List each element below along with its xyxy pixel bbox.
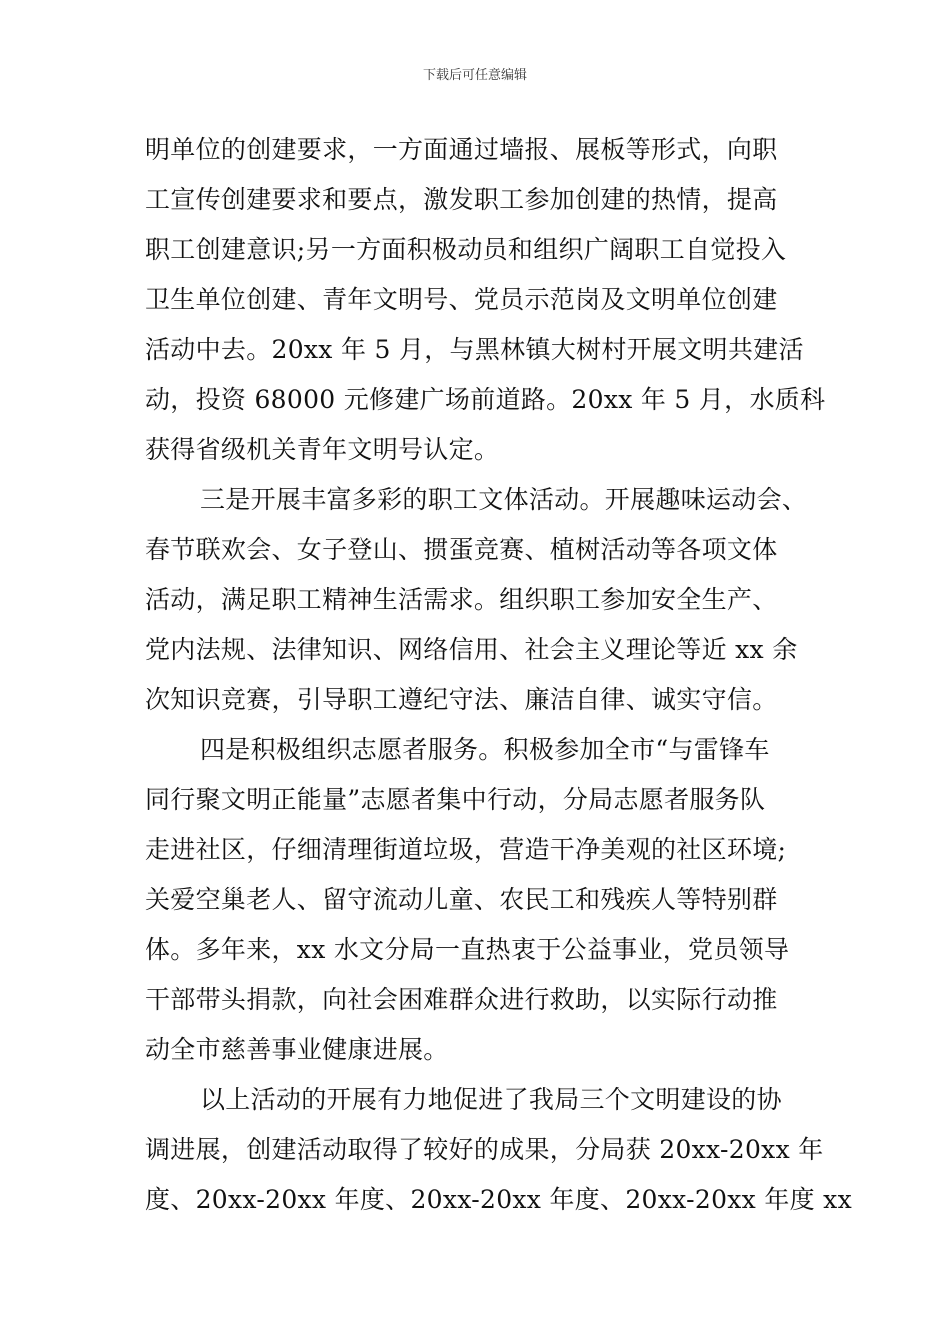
text-line: 同行聚文明正能量”志愿者集中行动，分局志愿者服务队 — [145, 785, 766, 814]
text-line: 干部带头捐款，向社会困难群众进行救助，以实际行动推 — [145, 985, 778, 1014]
text-line: 活动，满足职工精神生活需求。组织职工参加安全生产、 — [145, 585, 778, 614]
text-line: 体。多年来，xx 水文分局一直热衷于公益事业，党员领导 — [145, 935, 790, 964]
paragraph-start-line: 三是开展丰富多彩的职工文体活动。开展趣味运动会、 — [200, 485, 808, 514]
document-body — [145, 125, 852, 1225]
text-line: 活动中去。20xx 年 5 月，与黑林镇大树村开展文明共建活 — [145, 335, 804, 364]
text-line: 春节联欢会、女子登山、掼蛋竞赛、植树活动等各项文体 — [145, 535, 778, 564]
text-line: 动，投资 68000 元修建广场前道路。20xx 年 5 月，水质科 — [145, 385, 826, 414]
text-line: 次知识竞赛，引导职工遵纪守法、廉洁自律、诚实守信。 — [145, 685, 778, 714]
text-line: 关爱空巢老人、留守流动儿童、农民工和残疾人等特别群 — [145, 885, 778, 914]
text-line: 卫生单位创建、青年文明号、党员示范岗及文明单位创建 — [145, 285, 778, 314]
text-line: 工宣传创建要求和要点，激发职工参加创建的热情，提高 — [145, 185, 778, 214]
text-line: 党内法规、法律知识、网络信用、社会主义理论等近 xx 余 — [145, 635, 798, 664]
text-line: 度、20xx-20xx 年度、20xx-20xx 年度、20xx-20xx 年度 xx — [145, 1185, 852, 1214]
text-line: 职工创建意识;另一方面积极动员和组织广阔职工自觉投入 — [145, 235, 787, 264]
paragraph-start-line: 以上活动的开展有力地促进了我局三个文明建设的协 — [200, 1085, 782, 1114]
text-line: 动全市慈善事业健康进展。 — [145, 1035, 449, 1064]
text-line: 获得省级机关青年文明号认定。 — [145, 435, 500, 464]
page-header-note: 下载后可任意编辑 — [422, 68, 527, 83]
text-line: 明单位的创建要求，一方面通过墙报、展板等形式，向职 — [145, 135, 778, 164]
text-line: 走进社区，仔细清理街道垃圾，营造干净美观的社区环境; — [145, 835, 787, 864]
paragraph-start-line: 四是积极组织志愿者服务。积极参加全市“与雷锋车 — [200, 735, 770, 764]
text-line: 调进展，创建活动取得了较好的成果，分局获 20xx-20xx 年 — [145, 1135, 824, 1164]
